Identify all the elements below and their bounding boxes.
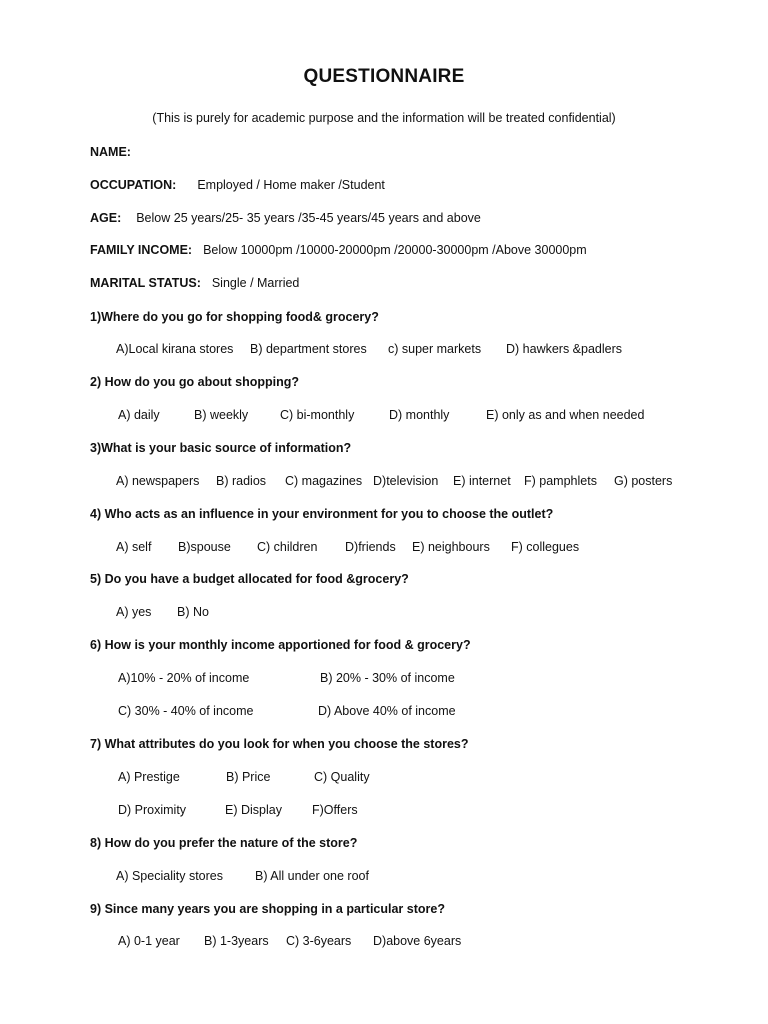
q1-option-b: B) department stores: [250, 342, 367, 356]
q8-option-a: A) Speciality stores: [116, 869, 223, 883]
question-4: 4) Who acts as an influence in your environment for you to choose the outlet?: [90, 507, 554, 521]
q9-option-b: B) 1-3years: [204, 934, 269, 948]
q3-option-d: D)television: [373, 474, 439, 488]
q4-option-f: F) collegues: [511, 540, 580, 554]
q7-option-e: E) Display: [225, 803, 282, 817]
q2-option-e: E) only as and when needed: [486, 408, 645, 422]
name-field: [90, 145, 131, 159]
occupation-value: Employed / Home maker /Student: [197, 178, 385, 192]
q7-option-c: C) Quality: [314, 770, 370, 784]
q3-option-e: E) internet: [453, 474, 511, 488]
q9-option-a: A) 0-1 year: [118, 934, 180, 948]
occupation-label: OCCUPATION:: [90, 178, 177, 192]
q7-option-b: B) Price: [226, 770, 271, 784]
question-3: 3)What is your basic source of information?: [90, 441, 352, 455]
question-7: 7) What attributes do you look for when you choose the stores?: [90, 737, 469, 751]
age-value: Below 25 years/25- 35 years /35-45 years/45 years and above: [136, 211, 481, 225]
question-8: 8) How do you prefer the nature of the store?: [90, 836, 358, 850]
q4-option-c: C) children: [257, 540, 318, 554]
question-9: 9) Since many years you are shopping in a particular store?: [90, 902, 445, 916]
q7-option-f: F)Offers: [312, 803, 358, 817]
q8-option-b: B) All under one roof: [255, 869, 369, 883]
question-5: 5) Do you have a budget allocated for food &grocery?: [90, 572, 409, 586]
q3-option-b: B) radios: [216, 474, 267, 488]
question-1: 1)Where do you go for shopping food& grocery?: [90, 310, 379, 324]
q4-option-a: A) self: [116, 540, 152, 554]
q3-option-a: A) newspapers: [116, 474, 200, 488]
occupation-field: [90, 178, 385, 192]
q4-option-d: D)friends: [345, 540, 396, 554]
age-field: [90, 211, 481, 225]
q2-option-b: B) weekly: [194, 408, 249, 422]
q9-option-d: D)above 6years: [373, 934, 462, 948]
q1-option-a: A)Local kirana stores: [116, 342, 234, 356]
q6-option-d: D) Above 40% of income: [318, 704, 456, 718]
marital-status-label: MARITAL STATUS:: [90, 276, 201, 290]
q1-option-d: D) hawkers &padlers: [506, 342, 623, 356]
q7-option-a: A) Prestige: [118, 770, 180, 784]
q2-option-a: A) daily: [118, 408, 160, 422]
q5-option-b: B) No: [177, 605, 209, 619]
q6-option-c: C) 30% - 40% of income: [118, 704, 254, 718]
name-label: NAME:: [90, 145, 131, 159]
q6-option-b: B) 20% - 30% of income: [320, 671, 455, 685]
q5-option-a: A) yes: [116, 605, 152, 619]
question-2: 2) How do you go about shopping?: [90, 375, 299, 389]
age-label: AGE:: [90, 211, 122, 225]
q4-option-b: B)spouse: [178, 540, 231, 554]
family-income-label: FAMILY INCOME:: [90, 243, 193, 257]
q2-option-c: C) bi-monthly: [280, 408, 355, 422]
family-income-value: Below 10000pm /10000-20000pm /20000-30000pm /Above 30000pm: [203, 243, 587, 257]
question-6: 6) How is your monthly income apportioned for food & grocery?: [90, 638, 471, 652]
q3-option-c: C) magazines: [285, 474, 363, 488]
page-title: QUESTIONNAIRE: [303, 66, 465, 87]
confidentiality-note: (This is purely for academic purpose and the information will be treated confidential): [152, 111, 616, 125]
q6-option-a: A)10% - 20% of income: [118, 671, 250, 685]
q9-option-c: C) 3-6years: [286, 934, 352, 948]
q2-option-d: D) monthly: [389, 408, 450, 422]
family-income-field: [90, 243, 587, 257]
q7-option-d: D) Proximity: [118, 803, 187, 817]
q1-option-c: c) super markets: [388, 342, 482, 356]
marital-status-value: Single / Married: [211, 276, 300, 290]
q3-option-f: F) pamphlets: [524, 474, 597, 488]
q3-option-g: G) posters: [614, 474, 673, 488]
marital-status-field: [90, 276, 299, 290]
q4-option-e: E) neighbours: [412, 540, 490, 554]
